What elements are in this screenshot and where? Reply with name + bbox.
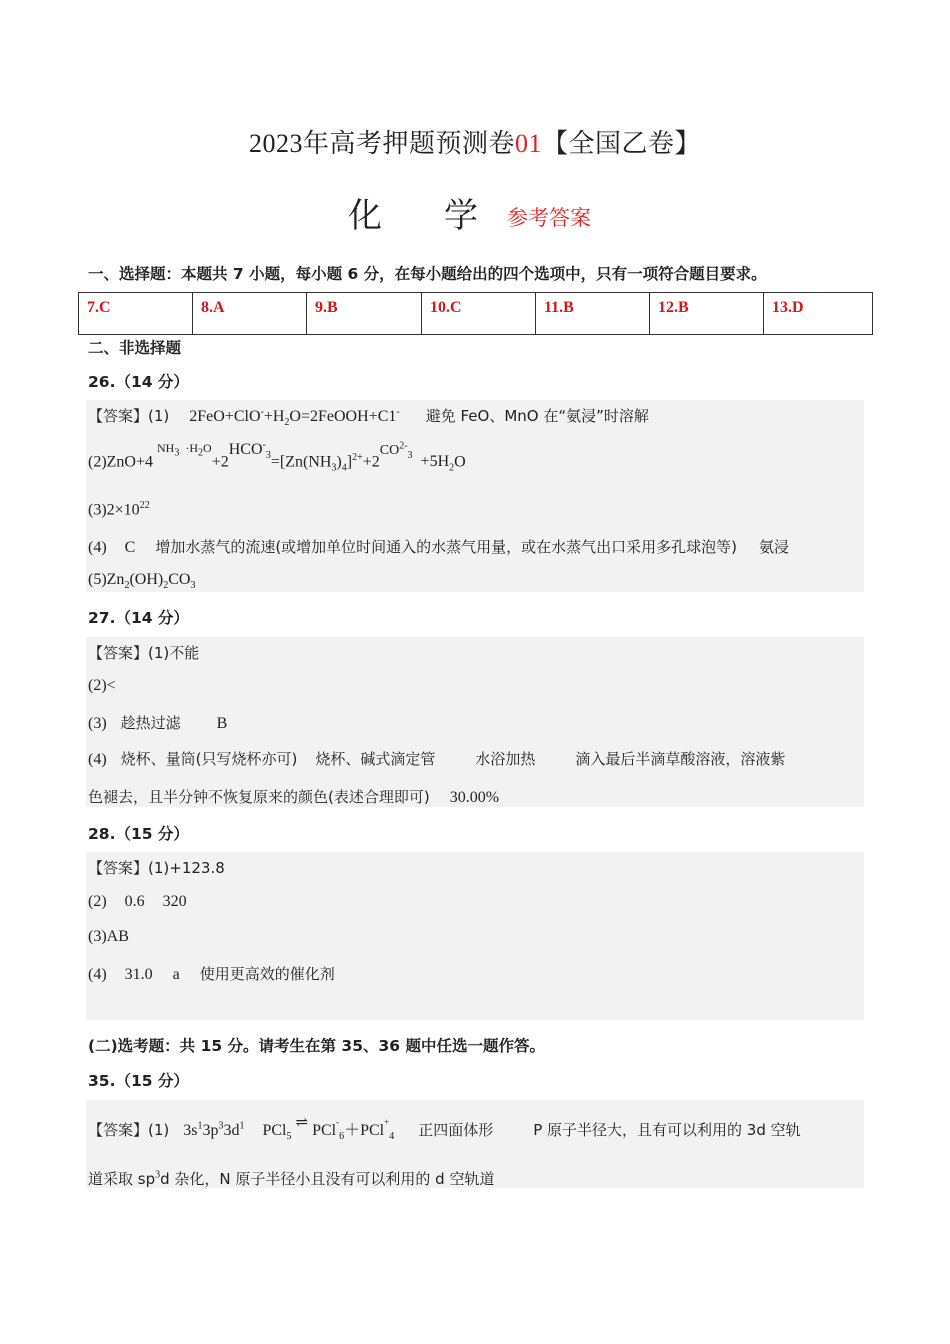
table-row — [79, 293, 873, 335]
q27-line-2: (2)< — [88, 677, 116, 694]
section-2-heading: 二、非选择题 — [88, 339, 182, 357]
table-cell: 10.C — [422, 293, 536, 335]
q35-heading: 35.（15 分） — [88, 1072, 189, 1090]
q26-line-1: 【答案】(1) $2FeO+ClO^-+H_2O=2FeOOH+C1^-$ 避免 FeO、MnO 在“氨浸”时溶解 — [88, 406, 649, 429]
q28-line-2: (2) 0.6 320 — [88, 893, 187, 910]
q28-line-3: (3)AB — [88, 928, 129, 945]
q28-line-4: (4) 31.0 a 使用更高效的催化剂 — [88, 965, 335, 983]
q28-line-1: 【答案】(1)+123.8 — [88, 859, 225, 877]
subject-char-2: 学 — [444, 196, 478, 236]
choice-answer-table — [78, 292, 873, 335]
subject-char-1: 化 — [348, 196, 382, 236]
q26-answer-box — [86, 400, 864, 592]
q26-line-4: (4) C 增加水蒸气的流速(或增加单位时间通入的水蒸气用量，或在水蒸气出口采用多孔球泡等) 氨浸 — [88, 538, 790, 556]
q26-line-2: $(2)ZnO+4^{NH_3 \cdot H_2O}+2HCO^-_3=[Zn(NH_3)_4]^{2+}+2CO^{2-}_3 +5H_2O$ — [88, 440, 466, 474]
table-cell: 13.D — [764, 293, 873, 335]
document-title — [0, 123, 950, 160]
table-cell: 7.C — [79, 293, 193, 335]
equilibrium-arrow-icon: ⇌ — [295, 1115, 309, 1131]
q27-line-1: 【答案】(1)不能 — [88, 644, 200, 662]
q26-line-3: $(3)2\times 10^{22}$ — [88, 500, 150, 519]
q27-line-5: 色褪去，且半分钟不恢复原来的颜色(表述合理即可) 30.00% — [88, 788, 500, 806]
subject-heading — [348, 188, 478, 237]
q28-heading: 28.（15 分） — [88, 825, 189, 843]
q26-line-5: $(5)Zn_2(OH)_2CO_3$ — [88, 571, 196, 592]
table-cell: 12.B — [650, 293, 764, 335]
table-cell: 9.B — [307, 293, 422, 335]
section-1-heading: 一、选择题：本题共 7 小题，每小题 6 分，在每小题给出的四个选项中，只有一项符合题目要求。 — [88, 265, 767, 283]
table-cell: 8.A — [193, 293, 307, 335]
q27-line-4: (4) 烧杯、量筒(只写烧杯亦可) 烧杯、碱式滴定管 水浴加热 滴入最后半滴草酸溶液，溶液紫 — [88, 750, 786, 768]
q35-line-2: 道采取 $sp^3d$ 杂化，N 原子半径小且没有可以利用的 d 空轨道 — [88, 1169, 495, 1188]
optional-section-heading: (二)选考题：共 15 分。请考生在第 35、36 题中任选一题作答。 — [88, 1037, 545, 1055]
table-cell: 11.B — [536, 293, 650, 335]
q26-heading: 26.（14 分） — [88, 373, 189, 391]
q27-line-3: (3) 趁热过滤 B — [88, 714, 228, 732]
title-code: 01 — [515, 129, 542, 158]
q35-line-1: 【答案】(1) $3s^13p^33d^1$ PCl$_5$⇌ PCl-$_6$＋PCl+$_4$ 正四面体形 P 原子半径大，且有可以利用的 3d 空轨 — [88, 1115, 801, 1143]
reference-answer-tag: 参考答案 — [507, 206, 591, 230]
title-suffix: 【全国乙卷】 — [542, 129, 702, 158]
q27-heading: 27.（14 分） — [88, 609, 189, 627]
title-prefix: 2023年高考押题预测卷 — [248, 129, 515, 158]
